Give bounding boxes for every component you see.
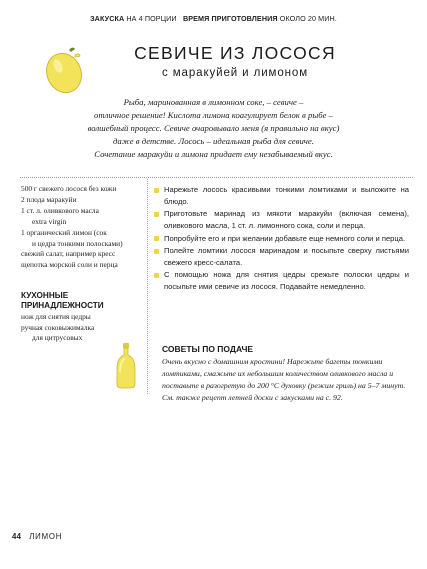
recipe-meta-bar (0, 14, 427, 23)
ingredient-item: extra virgin (32, 216, 67, 226)
method-steps (153, 184, 409, 294)
ingredient-item: 2 плода маракуйи (21, 194, 77, 204)
step-item: Приготовьте маринад из мякоти маракуйи (включая семена), оливкового масла, 1 ст. л. лимонного сока, соли и перца. (153, 208, 409, 232)
lemon-icon (40, 44, 88, 96)
ingredient-item: и цедра тонкими полосками) (32, 238, 123, 248)
tool-item: ручная соковыжималка (21, 322, 95, 332)
step-item: Нарежьте лосось красивыми тонкими ломтиками и выложите на блюдо. (153, 184, 409, 208)
tool-item: для цитрусовых (32, 333, 83, 343)
tools-heading: КУХОННЫЕ ПРИНАДЛЕЖНОСТИ (21, 291, 104, 310)
step-item: С помощью ножа для снятия цедры срежьте полоски цедры и посыпьте ими севиче из лосося. Подавайте немедленно. (153, 269, 409, 293)
ingredient-item: свежий салат, например кресс (21, 249, 116, 259)
time-value: ОКОЛО 20 МИН. (279, 14, 337, 23)
intro-line: отличное решение! Кислота лимона коагулирует белок в рыбе – (94, 109, 333, 120)
intro-line: Сочетание маракуйи и лимона придает ему незабываемый вкус. (94, 148, 333, 159)
ingredient-item: 1 органический лимон (сок (21, 227, 107, 237)
step-item: Попробуйте его и при желании добавьте еще немного соли и перца. (153, 233, 409, 245)
intro-line: даже в детстве. Лосось – идеальная рыба для севиче. (113, 135, 314, 146)
ingredient-item: 500 г свежего лосося без кожи (21, 184, 117, 193)
serving-tips-text: Очень вкусно с домашним кростини! Нарежьте багеты тонкими ломтиками, смажьте их небольшим количеством оливкового масла и поставьте в разогретую до 200 °С духовку (режим гриль) на 5–7 минут. См. также рецепт летней доски с закусками на с. 92. (162, 357, 406, 402)
ingredients-list (21, 184, 149, 271)
tool-item: нож для снятия цедры (21, 312, 91, 321)
section-divider (20, 177, 413, 178)
time-label: ВРЕМЯ ПРИГОТОВЛЕНИЯ (182, 14, 278, 23)
section-name: ЛИМОН (29, 532, 63, 541)
intro-line: Рыба, маринованная в лимонном соке, – севиче – (123, 97, 304, 107)
page-footer (12, 532, 62, 541)
recipe-title: СЕВИЧЕ ИЗ ЛОСОСЯ (134, 43, 336, 63)
serving-tips-heading: СОВЕТЫ ПО ПОДАЧЕ (162, 344, 254, 354)
step-item: Полейте ломтики лосося маринадом и посыпьте сверху листьями свежего кресс-салата. (153, 245, 409, 269)
intro-line: волшебный процесс. Севиче очаровывало меня (я правильно на вкус) (87, 122, 340, 133)
ingredient-item: щепотка морской соли и перца (21, 260, 118, 270)
recipe-subtitle: с маракуйей и лимоном (162, 67, 308, 79)
portions-label: НА 4 ПОРЦИИ (126, 14, 177, 23)
recipe-intro (62, 96, 365, 161)
ingredient-item: 1 ст. л. оливкового масла (21, 205, 99, 215)
category-label: ЗАКУСКА (90, 14, 125, 23)
page-number: 44 (12, 532, 22, 541)
oil-bottle-icon (113, 341, 139, 389)
tools-list (21, 312, 149, 344)
